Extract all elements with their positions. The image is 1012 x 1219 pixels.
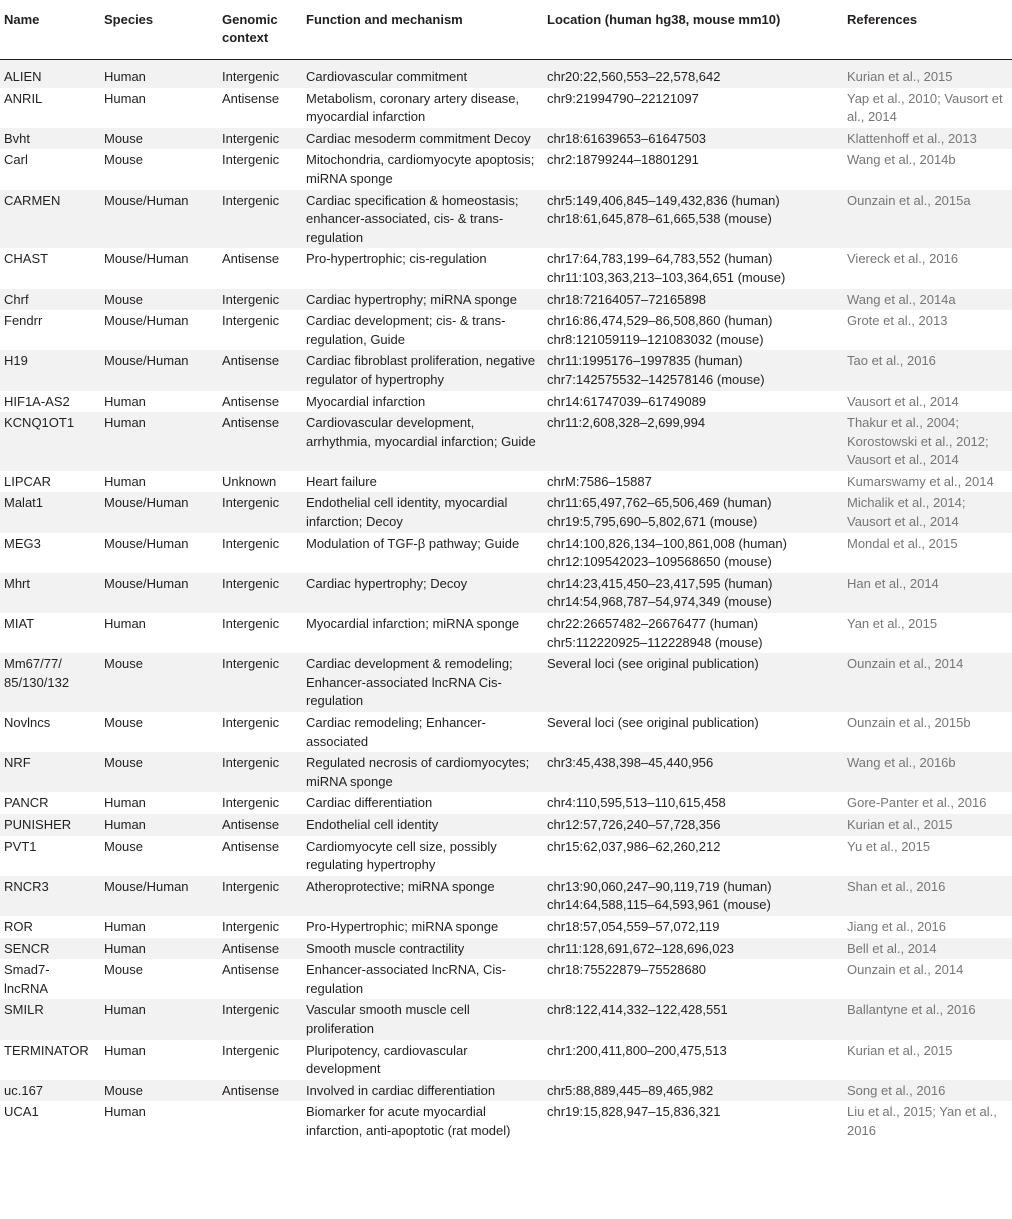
cell-references: Wang et al., 2014b [843, 149, 1012, 189]
cell-location: chr8:122,414,332–122,428,551 [543, 999, 843, 1039]
cell-references: Kurian et al., 2015 [843, 1040, 1012, 1080]
cell-location: Several loci (see original publication) [543, 653, 843, 712]
cell-name: CARMEN [0, 190, 100, 249]
cell-function: Cardiac hypertrophy; miRNA sponge [302, 289, 543, 311]
cell-references: Ounzain et al., 2014 [843, 653, 1012, 712]
table-row [0, 613, 1012, 653]
cell-references: Thakur et al., 2004; Korostowski et al., 2012; Vausort et al., 2014 [843, 412, 1012, 471]
cell-name: Smad7- lncRNA [0, 959, 100, 999]
table-row [0, 248, 1012, 288]
cell-genomic-context: Intergenic [218, 792, 302, 814]
cell-genomic-context: Intergenic [218, 999, 302, 1039]
cell-genomic-context: Antisense [218, 959, 302, 999]
cell-references: Tao et al., 2016 [843, 350, 1012, 390]
cell-species: Mouse [100, 752, 218, 792]
cell-location: chr14:23,415,450–23,417,595 (human) chr14:54,968,787–54,974,349 (mouse) [543, 573, 843, 613]
cell-references: Mondal et al., 2015 [843, 533, 1012, 573]
cell-function: Cardiovascular commitment [302, 60, 543, 88]
cell-function: Heart failure [302, 471, 543, 493]
table-row [0, 573, 1012, 613]
cell-genomic-context: Intergenic [218, 876, 302, 916]
cell-references: Song et al., 2016 [843, 1080, 1012, 1102]
cell-name: ROR [0, 916, 100, 938]
cell-species: Human [100, 938, 218, 960]
cell-function: Pluripotency, cardiovascular development [302, 1040, 543, 1080]
cell-genomic-context: Intergenic [218, 916, 302, 938]
cell-location: chr11:2,608,328–2,699,994 [543, 412, 843, 471]
cell-name: Chrf [0, 289, 100, 311]
cell-location: chr20:22,560,553–22,578,642 [543, 60, 843, 88]
cell-species: Mouse/Human [100, 248, 218, 288]
cell-genomic-context: Antisense [218, 412, 302, 471]
cell-species: Human [100, 916, 218, 938]
cell-location: chr11:128,691,672–128,696,023 [543, 938, 843, 960]
cell-location: chr18:75522879–75528680 [543, 959, 843, 999]
cell-name: NRF [0, 752, 100, 792]
cell-genomic-context: Antisense [218, 248, 302, 288]
cell-location: chr14:100,826,134–100,861,008 (human) chr12:109542023–109568650 (mouse) [543, 533, 843, 573]
cell-location: chr18:57,054,559–57,072,119 [543, 916, 843, 938]
cell-references: Vausort et al., 2014 [843, 391, 1012, 413]
cell-genomic-context: Intergenic [218, 1040, 302, 1080]
cell-species: Mouse/Human [100, 310, 218, 350]
cell-function: Mitochondria, cardiomyocyte apoptosis; miRNA sponge [302, 149, 543, 189]
table-row [0, 412, 1012, 471]
cell-name: PANCR [0, 792, 100, 814]
table-row [0, 289, 1012, 311]
cell-location: chr18:72164057–72165898 [543, 289, 843, 311]
cell-references: Wang et al., 2016b [843, 752, 1012, 792]
cell-species: Mouse/Human [100, 876, 218, 916]
cell-references: Grote et al., 2013 [843, 310, 1012, 350]
cell-location: chr3:45,438,398–45,440,956 [543, 752, 843, 792]
cell-species: Human [100, 613, 218, 653]
cell-function: Cardiac development & remodeling; Enhancer-associated lncRNA Cis-regulation [302, 653, 543, 712]
cell-name: RNCR3 [0, 876, 100, 916]
cell-location: chr5:88,889,445–89,465,982 [543, 1080, 843, 1102]
cell-location: Several loci (see original publication) [543, 712, 843, 752]
cell-function: Endothelial cell identity [302, 814, 543, 836]
cell-references: Han et al., 2014 [843, 573, 1012, 613]
cell-location: chr1:200,411,800–200,475,513 [543, 1040, 843, 1080]
cell-references: Michalik et al., 2014; Vausort et al., 2014 [843, 492, 1012, 532]
cell-name: SENCR [0, 938, 100, 960]
cell-references: Liu et al., 2015; Yan et al., 2016 [843, 1101, 1012, 1141]
cell-references: Klattenhoff et al., 2013 [843, 128, 1012, 150]
table-row [0, 492, 1012, 532]
cell-function: Metabolism, coronary artery disease, myocardial infarction [302, 88, 543, 128]
table-row [0, 938, 1012, 960]
cell-references: Jiang et al., 2016 [843, 916, 1012, 938]
cell-genomic-context: Antisense [218, 350, 302, 390]
cell-function: Cardiac mesoderm commitment Decoy [302, 128, 543, 150]
cell-species: Human [100, 999, 218, 1039]
cell-species: Human [100, 1040, 218, 1080]
cell-genomic-context: Antisense [218, 938, 302, 960]
cell-species: Mouse [100, 128, 218, 150]
cell-name: ANRIL [0, 88, 100, 128]
cell-name: Mm67/77/ 85/130/132 [0, 653, 100, 712]
cell-location: chr17:64,783,199–64,783,552 (human) chr11:103,363,213–103,364,651 (mouse) [543, 248, 843, 288]
table-row [0, 190, 1012, 249]
cell-species: Mouse [100, 959, 218, 999]
table-row [0, 1040, 1012, 1080]
cell-function: Smooth muscle contractility [302, 938, 543, 960]
cell-genomic-context: Antisense [218, 836, 302, 876]
cell-genomic-context: Antisense [218, 88, 302, 128]
cell-references: Kurian et al., 2015 [843, 814, 1012, 836]
table-row [0, 391, 1012, 413]
cell-function: Pro-hypertrophic; cis-regulation [302, 248, 543, 288]
table-row [0, 149, 1012, 189]
table-row [0, 999, 1012, 1039]
cell-species: Human [100, 60, 218, 88]
cell-location: chr2:18799244–18801291 [543, 149, 843, 189]
cell-name: PUNISHER [0, 814, 100, 836]
cell-references: Bell et al., 2014 [843, 938, 1012, 960]
cell-genomic-context: Intergenic [218, 533, 302, 573]
cell-location: chr16:86,474,529–86,508,860 (human) chr8:121059119–121083032 (mouse) [543, 310, 843, 350]
table-row [0, 959, 1012, 999]
table-row [0, 128, 1012, 150]
cell-species: Human [100, 814, 218, 836]
cell-genomic-context: Antisense [218, 391, 302, 413]
cell-name: Fendrr [0, 310, 100, 350]
cell-references: Yu et al., 2015 [843, 836, 1012, 876]
cell-references: Wang et al., 2014a [843, 289, 1012, 311]
cell-species: Human [100, 1101, 218, 1141]
cell-location: chr9:21994790–22121097 [543, 88, 843, 128]
cell-genomic-context: Intergenic [218, 573, 302, 613]
table-row [0, 836, 1012, 876]
cell-species: Human [100, 88, 218, 128]
cell-references: Gore-Panter et al., 2016 [843, 792, 1012, 814]
cell-genomic-context: Intergenic [218, 712, 302, 752]
table-row [0, 533, 1012, 573]
cell-function: Cardiac fibroblast proliferation, negative regulator of hypertrophy [302, 350, 543, 390]
cell-function: Myocardial infarction; miRNA sponge [302, 613, 543, 653]
cell-genomic-context: Intergenic [218, 149, 302, 189]
table-row [0, 752, 1012, 792]
table-row [0, 814, 1012, 836]
cell-function: Biomarker for acute myocardial infarction, anti-apoptotic (rat model) [302, 1101, 543, 1141]
cell-function: Cardiac differentiation [302, 792, 543, 814]
cell-references: Ounzain et al., 2015a [843, 190, 1012, 249]
cell-function: Atheroprotective; miRNA sponge [302, 876, 543, 916]
header-genomic-context: Genomic context [218, 0, 302, 60]
cell-species: Human [100, 792, 218, 814]
cell-genomic-context: Intergenic [218, 190, 302, 249]
cell-references: Yap et al., 2010; Vausort et al., 2014 [843, 88, 1012, 128]
cell-references: Ounzain et al., 2015b [843, 712, 1012, 752]
cell-function: Cardiac specification & homeostasis; enhancer-associated, cis- & trans-regulation [302, 190, 543, 249]
cell-function: Cardiac development; cis- & trans-regulation, Guide [302, 310, 543, 350]
cell-location: chr14:61747039–61749089 [543, 391, 843, 413]
cell-name: CHAST [0, 248, 100, 288]
cell-references: Kumarswamy et al., 2014 [843, 471, 1012, 493]
cell-name: ALIEN [0, 60, 100, 88]
header-location: Location (human hg38, mouse mm10) [543, 0, 843, 60]
cell-location: chr5:149,406,845–149,432,836 (human) chr18:61,645,878–61,665,538 (mouse) [543, 190, 843, 249]
cell-name: SMILR [0, 999, 100, 1039]
header-name: Name [0, 0, 100, 60]
cell-species: Mouse [100, 712, 218, 752]
cell-genomic-context: Intergenic [218, 310, 302, 350]
cell-species: Human [100, 471, 218, 493]
cell-species: Human [100, 412, 218, 471]
cell-function: Modulation of TGF-β pathway; Guide [302, 533, 543, 573]
cell-genomic-context: Intergenic [218, 492, 302, 532]
cell-function: Cardiac remodeling; Enhancer-associated [302, 712, 543, 752]
cell-function: Enhancer-associated lncRNA, Cis-regulation [302, 959, 543, 999]
cell-name: HIF1A-AS2 [0, 391, 100, 413]
cell-name: uc.167 [0, 1080, 100, 1102]
cell-name: Bvht [0, 128, 100, 150]
cell-function: Cardiovascular development, arrhythmia, myocardial infarction; Guide [302, 412, 543, 471]
cell-location: chr11:1995176–1997835 (human) chr7:142575532–142578146 (mouse) [543, 350, 843, 390]
header-species: Species [100, 0, 218, 60]
cell-name: Carl [0, 149, 100, 189]
cell-species: Mouse [100, 836, 218, 876]
table-row [0, 876, 1012, 916]
cell-location: chr18:61639653–61647503 [543, 128, 843, 150]
table-row [0, 1101, 1012, 1141]
cell-function: Involved in cardiac differentiation [302, 1080, 543, 1102]
cell-species: Mouse/Human [100, 533, 218, 573]
cell-location: chr19:15,828,947–15,836,321 [543, 1101, 843, 1141]
cell-name: Malat1 [0, 492, 100, 532]
cell-location: chr22:26657482–26676477 (human) chr5:112220925–112228948 (mouse) [543, 613, 843, 653]
cell-location: chr11:65,497,762–65,506,469 (human) chr19:5,795,690–5,802,671 (mouse) [543, 492, 843, 532]
cell-species: Mouse/Human [100, 492, 218, 532]
cell-location: chr12:57,726,240–57,728,356 [543, 814, 843, 836]
cell-references: Kurian et al., 2015 [843, 60, 1012, 88]
cell-species: Mouse [100, 653, 218, 712]
cell-name: Novlncs [0, 712, 100, 752]
cell-genomic-context: Intergenic [218, 128, 302, 150]
table-body [0, 60, 1012, 1142]
header-function: Function and mechanism [302, 0, 543, 60]
cell-references: Ballantyne et al., 2016 [843, 999, 1012, 1039]
table-row [0, 792, 1012, 814]
table-header [0, 0, 1012, 60]
table-row [0, 350, 1012, 390]
cell-function: Myocardial infarction [302, 391, 543, 413]
table-row [0, 916, 1012, 938]
cell-location: chr15:62,037,986–62,260,212 [543, 836, 843, 876]
cell-function: Cardiomyocyte cell size, possibly regulating hypertrophy [302, 836, 543, 876]
cell-name: TERMINATOR [0, 1040, 100, 1080]
cell-name: PVT1 [0, 836, 100, 876]
cell-species: Mouse/Human [100, 350, 218, 390]
cell-genomic-context: Intergenic [218, 60, 302, 88]
cell-function: Cardiac hypertrophy; Decoy [302, 573, 543, 613]
table-row [0, 310, 1012, 350]
cell-genomic-context: Unknown [218, 471, 302, 493]
table-row [0, 653, 1012, 712]
cell-references: Shan et al., 2016 [843, 876, 1012, 916]
cell-location: chr4:110,595,513–110,615,458 [543, 792, 843, 814]
cell-references: Yan et al., 2015 [843, 613, 1012, 653]
cell-species: Mouse/Human [100, 190, 218, 249]
cell-function: Regulated necrosis of cardiomyocytes; miRNA sponge [302, 752, 543, 792]
table-row [0, 1080, 1012, 1102]
cell-name: UCA1 [0, 1101, 100, 1141]
table-row [0, 88, 1012, 128]
cell-name: Mhrt [0, 573, 100, 613]
cell-name: LIPCAR [0, 471, 100, 493]
cell-species: Mouse [100, 1080, 218, 1102]
table-row [0, 712, 1012, 752]
cell-species: Mouse [100, 289, 218, 311]
cell-function: Vascular smooth muscle cell proliferation [302, 999, 543, 1039]
table-row [0, 60, 1012, 88]
cell-species: Mouse [100, 149, 218, 189]
cell-name: MEG3 [0, 533, 100, 573]
header-references: References [843, 0, 1012, 60]
cell-references: Viereck et al., 2016 [843, 248, 1012, 288]
cell-genomic-context: Antisense [218, 814, 302, 836]
cell-genomic-context [218, 1101, 302, 1141]
cell-name: KCNQ1OT1 [0, 412, 100, 471]
cell-genomic-context: Antisense [218, 1080, 302, 1102]
cell-species: Mouse/Human [100, 573, 218, 613]
table-row [0, 471, 1012, 493]
cell-genomic-context: Intergenic [218, 289, 302, 311]
cell-genomic-context: Intergenic [218, 653, 302, 712]
cell-location: chr13:90,060,247–90,119,719 (human) chr14:64,588,115–64,593,961 (mouse) [543, 876, 843, 916]
cell-species: Human [100, 391, 218, 413]
cell-function: Pro-Hypertrophic; miRNA sponge [302, 916, 543, 938]
cell-name: MIAT [0, 613, 100, 653]
cell-location: chrM:7586–15887 [543, 471, 843, 493]
cell-references: Ounzain et al., 2014 [843, 959, 1012, 999]
cell-function: Endothelial cell identity, myocardial infarction; Decoy [302, 492, 543, 532]
cell-genomic-context: Intergenic [218, 613, 302, 653]
cell-genomic-context: Intergenic [218, 752, 302, 792]
cell-name: H19 [0, 350, 100, 390]
